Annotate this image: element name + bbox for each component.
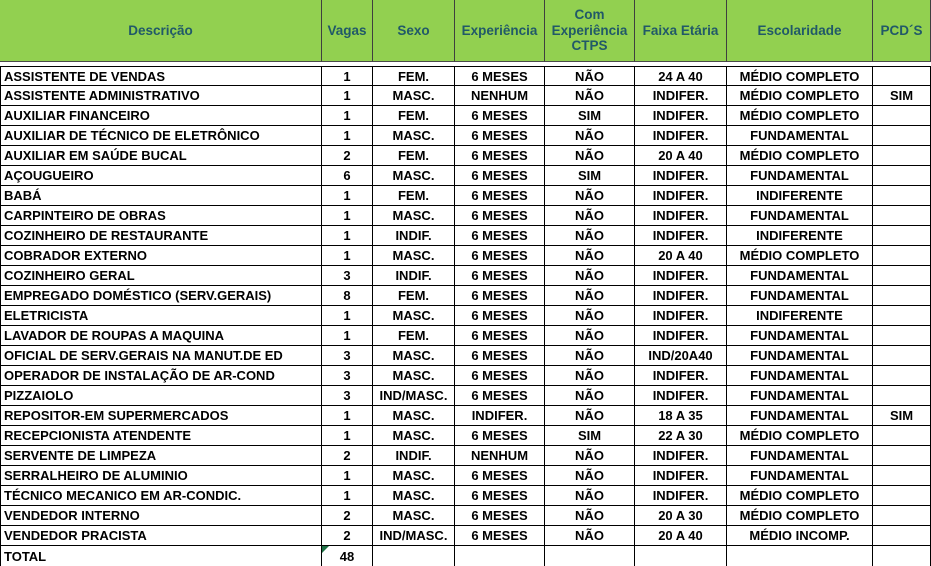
table-row bbox=[0, 466, 931, 486]
cell-vagas[interactable]: 1 bbox=[322, 186, 373, 206]
cell-vagas[interactable]: 2 bbox=[322, 506, 373, 526]
cell-escolaridade[interactable]: MÉDIO COMPLETO bbox=[727, 86, 873, 106]
cell-sexo[interactable]: MASC. bbox=[373, 426, 455, 446]
cell-vagas[interactable]: 8 bbox=[322, 286, 373, 306]
table-row bbox=[0, 306, 931, 326]
cell-faixa-etaria[interactable]: 20 A 40 bbox=[635, 246, 727, 266]
cell-vagas[interactable]: 3 bbox=[322, 266, 373, 286]
table-row bbox=[0, 106, 931, 126]
cell-experiencia[interactable]: 6 MESES bbox=[455, 346, 545, 366]
cell-sexo[interactable]: FEM. bbox=[373, 146, 455, 166]
cell-experiencia[interactable]: 6 MESES bbox=[455, 366, 545, 386]
total-empty-cell-escolaridade[interactable] bbox=[727, 546, 873, 566]
cell-descricao[interactable]: ASSISTENTE DE VENDAS bbox=[0, 66, 322, 86]
cell-pcds[interactable] bbox=[873, 326, 931, 346]
cell-experiencia[interactable]: 6 MESES bbox=[455, 306, 545, 326]
cell-escolaridade[interactable]: FUNDAMENTAL bbox=[727, 446, 873, 466]
cell-escolaridade[interactable]: FUNDAMENTAL bbox=[727, 206, 873, 226]
cell-descricao[interactable]: CARPINTEIRO DE OBRAS bbox=[0, 206, 322, 226]
total-label-cell[interactable]: TOTAL bbox=[0, 546, 322, 566]
table-row bbox=[0, 526, 931, 546]
cell-escolaridade[interactable]: INDIFERENTE bbox=[727, 306, 873, 326]
cell-pcds[interactable] bbox=[873, 266, 931, 286]
cell-vagas[interactable]: 1 bbox=[322, 126, 373, 146]
cell-descricao[interactable]: AÇOUGUEIRO bbox=[0, 166, 322, 186]
cell-faixa-etaria[interactable]: IND/20A40 bbox=[635, 346, 727, 366]
cell-escolaridade[interactable]: FUNDAMENTAL bbox=[727, 266, 873, 286]
cell-descricao[interactable]: VENDEDOR INTERNO bbox=[0, 506, 322, 526]
table-row bbox=[0, 206, 931, 226]
cell-com-experiencia-ctps[interactable]: NÃO bbox=[545, 346, 635, 366]
cell-experiencia[interactable]: 6 MESES bbox=[455, 246, 545, 266]
cell-faixa-etaria[interactable]: INDIFER. bbox=[635, 126, 727, 146]
cell-pcds[interactable] bbox=[873, 246, 931, 266]
table-row bbox=[0, 86, 931, 106]
cell-faixa-etaria[interactable]: INDIFER. bbox=[635, 186, 727, 206]
cell-faixa-etaria[interactable]: 22 A 30 bbox=[635, 426, 727, 446]
cell-sexo[interactable]: FEM. bbox=[373, 286, 455, 306]
cell-sexo[interactable]: MASC. bbox=[373, 86, 455, 106]
cell-com-experiencia-ctps[interactable]: SIM bbox=[545, 426, 635, 446]
table-row bbox=[0, 286, 931, 306]
cell-experiencia[interactable]: 6 MESES bbox=[455, 526, 545, 546]
cell-faixa-etaria[interactable]: INDIFER. bbox=[635, 366, 727, 386]
cell-pcds[interactable]: SIM bbox=[873, 86, 931, 106]
cell-escolaridade[interactable]: FUNDAMENTAL bbox=[727, 346, 873, 366]
cell-experiencia[interactable]: 6 MESES bbox=[455, 326, 545, 346]
cell-vagas[interactable]: 2 bbox=[322, 526, 373, 546]
column-header-faixa-etaria[interactable]: Faixa Etária bbox=[635, 0, 727, 62]
cell-experiencia[interactable]: 6 MESES bbox=[455, 266, 545, 286]
table-row bbox=[0, 486, 931, 506]
cell-sexo[interactable]: IND/MASC. bbox=[373, 526, 455, 546]
cell-escolaridade[interactable]: MÉDIO COMPLETO bbox=[727, 66, 873, 86]
cell-sexo[interactable]: INDIF. bbox=[373, 266, 455, 286]
cell-pcds[interactable] bbox=[873, 466, 931, 486]
cell-sexo[interactable]: MASC. bbox=[373, 166, 455, 186]
formula-marker-icon bbox=[322, 546, 329, 553]
cell-experiencia[interactable]: NENHUM bbox=[455, 86, 545, 106]
cell-com-experiencia-ctps[interactable]: NÃO bbox=[545, 206, 635, 226]
cell-escolaridade[interactable]: MÉDIO INCOMP. bbox=[727, 526, 873, 546]
cell-pcds[interactable] bbox=[873, 206, 931, 226]
total-empty-cell-experiencia[interactable] bbox=[455, 546, 545, 566]
cell-descricao[interactable]: COZINHEIRO GERAL bbox=[0, 266, 322, 286]
cell-vagas[interactable]: 1 bbox=[322, 326, 373, 346]
cell-descricao[interactable]: AUXILIAR EM SAÚDE BUCAL bbox=[0, 146, 322, 166]
cell-com-experiencia-ctps[interactable]: NÃO bbox=[545, 126, 635, 146]
cell-experiencia[interactable]: 6 MESES bbox=[455, 486, 545, 506]
column-header-sexo[interactable]: Sexo bbox=[373, 0, 455, 62]
cell-sexo[interactable]: INDIF. bbox=[373, 226, 455, 246]
cell-experiencia[interactable]: NENHUM bbox=[455, 446, 545, 466]
cell-pcds[interactable] bbox=[873, 126, 931, 146]
cell-descricao[interactable]: RECEPCIONISTA ATENDENTE bbox=[0, 426, 322, 446]
cell-pcds[interactable] bbox=[873, 446, 931, 466]
cell-escolaridade[interactable]: FUNDAMENTAL bbox=[727, 126, 873, 146]
cell-experiencia[interactable]: 6 MESES bbox=[455, 466, 545, 486]
cell-com-experiencia-ctps[interactable]: NÃO bbox=[545, 406, 635, 426]
table-header bbox=[0, 0, 931, 62]
total-vagas-cell[interactable] bbox=[322, 546, 373, 566]
column-header-experiencia[interactable]: Experiência bbox=[455, 0, 545, 62]
cell-sexo[interactable]: MASC. bbox=[373, 466, 455, 486]
column-header-pcds[interactable]: PCD´S bbox=[873, 0, 931, 62]
cell-escolaridade[interactable]: FUNDAMENTAL bbox=[727, 386, 873, 406]
table-row bbox=[0, 326, 931, 346]
table-row bbox=[0, 186, 931, 206]
cell-vagas[interactable]: 1 bbox=[322, 466, 373, 486]
table-row bbox=[0, 226, 931, 246]
cell-vagas[interactable]: 1 bbox=[322, 406, 373, 426]
cell-vagas[interactable]: 2 bbox=[322, 146, 373, 166]
cell-com-experiencia-ctps[interactable]: NÃO bbox=[545, 226, 635, 246]
cell-experiencia[interactable]: 6 MESES bbox=[455, 186, 545, 206]
cell-pcds[interactable] bbox=[873, 486, 931, 506]
cell-com-experiencia-ctps[interactable]: NÃO bbox=[545, 326, 635, 346]
cell-com-experiencia-ctps[interactable]: NÃO bbox=[545, 286, 635, 306]
table-row bbox=[0, 426, 931, 446]
cell-descricao[interactable]: SERVENTE DE LIMPEZA bbox=[0, 446, 322, 466]
cell-sexo[interactable]: FEM. bbox=[373, 66, 455, 86]
cell-escolaridade[interactable]: INDIFERENTE bbox=[727, 186, 873, 206]
cell-com-experiencia-ctps[interactable]: NÃO bbox=[545, 446, 635, 466]
cell-escolaridade[interactable]: MÉDIO COMPLETO bbox=[727, 426, 873, 446]
cell-sexo[interactable]: MASC. bbox=[373, 406, 455, 426]
cell-sexo[interactable]: IND/MASC. bbox=[373, 386, 455, 406]
cell-com-experiencia-ctps[interactable]: NÃO bbox=[545, 486, 635, 506]
cell-com-experiencia-ctps[interactable]: NÃO bbox=[545, 506, 635, 526]
cell-experiencia[interactable]: 6 MESES bbox=[455, 166, 545, 186]
table-row bbox=[0, 166, 931, 186]
cell-descricao[interactable]: COZINHEIRO DE RESTAURANTE bbox=[0, 226, 322, 246]
cell-descricao[interactable]: TÉCNICO MECANICO EM AR-CONDIC. bbox=[0, 486, 322, 506]
cell-descricao[interactable]: OPERADOR DE INSTALAÇÃO DE AR-COND bbox=[0, 366, 322, 386]
cell-descricao[interactable]: BABÁ bbox=[0, 186, 322, 206]
cell-faixa-etaria[interactable]: 20 A 30 bbox=[635, 506, 727, 526]
cell-descricao[interactable]: REPOSITOR-EM SUPERMERCADOS bbox=[0, 406, 322, 426]
cell-faixa-etaria[interactable]: 18 A 35 bbox=[635, 406, 727, 426]
cell-com-experiencia-ctps[interactable]: NÃO bbox=[545, 386, 635, 406]
cell-sexo[interactable]: MASC. bbox=[373, 346, 455, 366]
cell-com-experiencia-ctps[interactable]: NÃO bbox=[545, 366, 635, 386]
cell-vagas[interactable]: 3 bbox=[322, 346, 373, 366]
total-empty-cell-sexo[interactable] bbox=[373, 546, 455, 566]
cell-vagas[interactable]: 1 bbox=[322, 86, 373, 106]
cell-sexo[interactable]: MASC. bbox=[373, 246, 455, 266]
cell-faixa-etaria[interactable]: INDIFER. bbox=[635, 206, 727, 226]
cell-escolaridade[interactable]: FUNDAMENTAL bbox=[727, 366, 873, 386]
cell-experiencia[interactable]: 6 MESES bbox=[455, 126, 545, 146]
cell-faixa-etaria[interactable]: 20 A 40 bbox=[635, 526, 727, 546]
cell-experiencia[interactable]: 6 MESES bbox=[455, 106, 545, 126]
cell-com-experiencia-ctps[interactable]: NÃO bbox=[545, 186, 635, 206]
cell-pcds[interactable] bbox=[873, 286, 931, 306]
cell-escolaridade[interactable]: MÉDIO COMPLETO bbox=[727, 146, 873, 166]
cell-escolaridade[interactable]: INDIFERENTE bbox=[727, 226, 873, 246]
column-header-vagas[interactable]: Vagas bbox=[322, 0, 373, 62]
cell-sexo[interactable]: INDIF. bbox=[373, 446, 455, 466]
cell-vagas[interactable]: 1 bbox=[322, 426, 373, 446]
cell-experiencia[interactable]: 6 MESES bbox=[455, 226, 545, 246]
cell-faixa-etaria[interactable]: INDIFER. bbox=[635, 326, 727, 346]
cell-pcds[interactable] bbox=[873, 166, 931, 186]
column-header-escolaridade[interactable]: Escolaridade bbox=[727, 0, 873, 62]
cell-descricao[interactable]: PIZZAIOLO bbox=[0, 386, 322, 406]
table-row bbox=[0, 266, 931, 286]
column-header-descricao[interactable]: Descrição bbox=[0, 0, 322, 62]
table-row bbox=[0, 386, 931, 406]
cell-com-experiencia-ctps[interactable]: NÃO bbox=[545, 526, 635, 546]
cell-com-experiencia-ctps[interactable]: NÃO bbox=[545, 146, 635, 166]
cell-escolaridade[interactable]: FUNDAMENTAL bbox=[727, 466, 873, 486]
cell-sexo[interactable]: FEM. bbox=[373, 106, 455, 126]
table-row bbox=[0, 66, 931, 86]
cell-com-experiencia-ctps[interactable]: NÃO bbox=[545, 66, 635, 86]
cell-descricao[interactable]: SERRALHEIRO DE ALUMINIO bbox=[0, 466, 322, 486]
cell-vagas[interactable]: 3 bbox=[322, 366, 373, 386]
cell-faixa-etaria[interactable]: INDIFER. bbox=[635, 266, 727, 286]
cell-com-experiencia-ctps[interactable]: SIM bbox=[545, 106, 635, 126]
cell-sexo[interactable]: MASC. bbox=[373, 366, 455, 386]
cell-faixa-etaria[interactable]: INDIFER. bbox=[635, 166, 727, 186]
total-row bbox=[0, 546, 931, 566]
cell-faixa-etaria[interactable]: INDIFER. bbox=[635, 226, 727, 246]
cell-descricao[interactable]: OFICIAL DE SERV.GERAIS NA MANUT.DE ED bbox=[0, 346, 322, 366]
cell-faixa-etaria[interactable]: INDIFER. bbox=[635, 306, 727, 326]
cell-pcds[interactable] bbox=[873, 106, 931, 126]
cell-vagas[interactable]: 1 bbox=[322, 306, 373, 326]
cell-com-experiencia-ctps[interactable]: NÃO bbox=[545, 306, 635, 326]
cell-pcds[interactable] bbox=[873, 506, 931, 526]
cell-escolaridade[interactable]: FUNDAMENTAL bbox=[727, 166, 873, 186]
cell-escolaridade[interactable]: MÉDIO COMPLETO bbox=[727, 486, 873, 506]
cell-faixa-etaria[interactable]: INDIFER. bbox=[635, 486, 727, 506]
cell-experiencia[interactable]: 6 MESES bbox=[455, 146, 545, 166]
total-empty-cell-faixa-etaria[interactable] bbox=[635, 546, 727, 566]
cell-faixa-etaria[interactable]: INDIFER. bbox=[635, 386, 727, 406]
cell-experiencia[interactable]: INDIFER. bbox=[455, 406, 545, 426]
cell-escolaridade[interactable]: MÉDIO COMPLETO bbox=[727, 246, 873, 266]
cell-faixa-etaria[interactable]: 20 A 40 bbox=[635, 146, 727, 166]
cell-com-experiencia-ctps[interactable]: NÃO bbox=[545, 466, 635, 486]
cell-descricao[interactable]: EMPREGADO DOMÉSTICO (SERV.GERAIS) bbox=[0, 286, 322, 306]
table-row bbox=[0, 446, 931, 466]
table-row bbox=[0, 246, 931, 266]
cell-com-experiencia-ctps[interactable]: NÃO bbox=[545, 246, 635, 266]
cell-descricao[interactable]: AUXILIAR FINANCEIRO bbox=[0, 106, 322, 126]
cell-escolaridade[interactable]: MÉDIO COMPLETO bbox=[727, 106, 873, 126]
cell-sexo[interactable]: MASC. bbox=[373, 486, 455, 506]
cell-faixa-etaria[interactable]: INDIFER. bbox=[635, 466, 727, 486]
cell-pcds[interactable] bbox=[873, 186, 931, 206]
cell-pcds[interactable]: SIM bbox=[873, 406, 931, 426]
cell-sexo[interactable]: FEM. bbox=[373, 186, 455, 206]
cell-sexo[interactable]: MASC. bbox=[373, 306, 455, 326]
cell-vagas[interactable]: 1 bbox=[322, 226, 373, 246]
cell-descricao[interactable]: ELETRICISTA bbox=[0, 306, 322, 326]
cell-com-experiencia-ctps[interactable]: SIM bbox=[545, 166, 635, 186]
table-row bbox=[0, 506, 931, 526]
table-row bbox=[0, 146, 931, 166]
cell-vagas[interactable]: 2 bbox=[322, 446, 373, 466]
cell-descricao[interactable]: AUXILIAR DE TÉCNICO DE ELETRÔNICO bbox=[0, 126, 322, 146]
total-empty-cell-com-experiencia-ctps[interactable] bbox=[545, 546, 635, 566]
cell-descricao[interactable]: LAVADOR DE ROUPAS A MAQUINA bbox=[0, 326, 322, 346]
cell-escolaridade[interactable]: MÉDIO COMPLETO bbox=[727, 506, 873, 526]
cell-faixa-etaria[interactable]: INDIFER. bbox=[635, 286, 727, 306]
cell-vagas[interactable]: 3 bbox=[322, 386, 373, 406]
cell-experiencia[interactable]: 6 MESES bbox=[455, 206, 545, 226]
table-row bbox=[0, 406, 931, 426]
cell-experiencia[interactable]: 6 MESES bbox=[455, 286, 545, 306]
cell-vagas[interactable]: 1 bbox=[322, 206, 373, 226]
cell-descricao[interactable]: COBRADOR EXTERNO bbox=[0, 246, 322, 266]
table-row bbox=[0, 366, 931, 386]
cell-pcds[interactable] bbox=[873, 366, 931, 386]
cell-sexo[interactable]: MASC. bbox=[373, 206, 455, 226]
cell-sexo[interactable]: FEM. bbox=[373, 326, 455, 346]
cell-faixa-etaria[interactable]: INDIFER. bbox=[635, 446, 727, 466]
cell-faixa-etaria[interactable]: INDIFER. bbox=[635, 86, 727, 106]
table-row bbox=[0, 126, 931, 146]
cell-com-experiencia-ctps[interactable]: NÃO bbox=[545, 266, 635, 286]
cell-experiencia[interactable]: 6 MESES bbox=[455, 386, 545, 406]
cell-escolaridade[interactable]: FUNDAMENTAL bbox=[727, 326, 873, 346]
total-empty-cell-pcds[interactable] bbox=[873, 546, 931, 566]
cell-vagas[interactable]: 6 bbox=[322, 166, 373, 186]
cell-pcds[interactable] bbox=[873, 226, 931, 246]
cell-experiencia[interactable]: 6 MESES bbox=[455, 66, 545, 86]
cell-sexo[interactable]: MASC. bbox=[373, 126, 455, 146]
cell-escolaridade[interactable]: FUNDAMENTAL bbox=[727, 406, 873, 426]
cell-vagas[interactable]: 1 bbox=[322, 66, 373, 86]
cell-pcds[interactable] bbox=[873, 386, 931, 406]
cell-faixa-etaria[interactable]: INDIFER. bbox=[635, 106, 727, 126]
cell-vagas[interactable]: 1 bbox=[322, 246, 373, 266]
cell-descricao[interactable]: ASSISTENTE ADMINISTRATIVO bbox=[0, 86, 322, 106]
cell-vagas[interactable]: 1 bbox=[322, 106, 373, 126]
cell-faixa-etaria[interactable]: 24 A 40 bbox=[635, 66, 727, 86]
cell-pcds[interactable] bbox=[873, 66, 931, 86]
cell-pcds[interactable] bbox=[873, 526, 931, 546]
cell-com-experiencia-ctps[interactable]: NÃO bbox=[545, 86, 635, 106]
cell-pcds[interactable] bbox=[873, 146, 931, 166]
cell-escolaridade[interactable]: FUNDAMENTAL bbox=[727, 286, 873, 306]
cell-sexo[interactable]: MASC. bbox=[373, 506, 455, 526]
table-body bbox=[0, 66, 931, 566]
cell-descricao[interactable]: VENDEDOR PRACISTA bbox=[0, 526, 322, 546]
table-row bbox=[0, 346, 931, 366]
cell-pcds[interactable] bbox=[873, 426, 931, 446]
cell-vagas[interactable]: 1 bbox=[322, 486, 373, 506]
cell-experiencia[interactable]: 6 MESES bbox=[455, 426, 545, 446]
total-vagas-value: 48 bbox=[339, 548, 355, 564]
cell-pcds[interactable] bbox=[873, 306, 931, 326]
column-header-com-experiencia-ctps[interactable]: Com Experiência CTPS bbox=[545, 0, 635, 62]
cell-pcds[interactable] bbox=[873, 346, 931, 366]
cell-experiencia[interactable]: 6 MESES bbox=[455, 506, 545, 526]
